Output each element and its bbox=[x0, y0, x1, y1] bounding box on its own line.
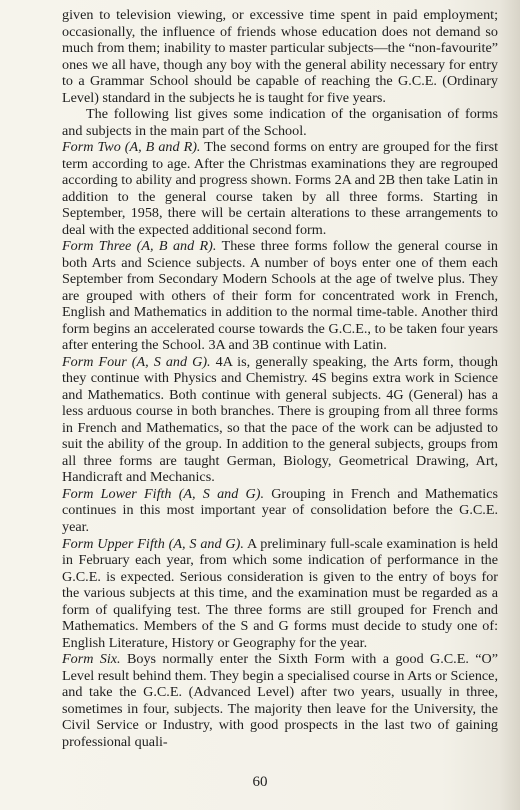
heading-lower-fifth: Form Lower Fifth (A, S and G). bbox=[62, 485, 264, 502]
paragraph-form-two-text: The second forms on entry are grouped for the first term according to age. After the Christmas examinations they are regrouped according to ability and progress shown. Forms 2A and 2B then take Latin in addition to the general course taken by all three forms. Starting in September, 1958, there will be certain alterations to these arrangements to deal with the expected additional second form. bbox=[62, 139, 498, 238]
heading-upper-fifth: Form Upper Fifth (A, S and G). bbox=[62, 535, 244, 552]
paragraph-1 bbox=[62, 7, 498, 106]
paragraph-form-three-text: These three forms follow the general course in both Arts and Science subjects. A number of boys enter one of them each September from Secondary Modern Schools at the age of twelve plus. They are grouped with others of their form for concentrated work in French, English and Mathematics in addition to the normal time-table. Another third form begins an accelerated course towards the G.C.E., to be taken four years after entering the School. 3A and 3B continue with Latin. bbox=[62, 238, 498, 354]
paragraph-upper-fifth bbox=[62, 536, 498, 652]
heading-form-four: Form Four (A, S and G). bbox=[62, 353, 211, 370]
paragraph-form-six-text: Boys normally enter the Sixth Form with a good G.C.E. “O” Level result behind them. They begin a specialised course in Arts or Science, and take the G.C.E. (Advanced Level) after two years, usually in three, sometimes in four, subjects. The majority then leave for the University, the Civil Service or Industry, with good prospects in the last two of gaining professional quali- bbox=[62, 651, 498, 750]
paragraph-form-two bbox=[62, 139, 498, 238]
paragraph-form-six bbox=[62, 651, 498, 750]
paragraph-upper-fifth-text: A preliminary full-scale examination is held in February each year, from which some indication of performance in the G.C.E. is expected. Serious consideration is given to the entry of boys for the various subjects at this time, and the examination must be regarded as a form of qualifying test. The three forms are still grouped for French and Mathematics. Members of the S and G forms must decide to study one of: English Literature, History or Geography for the year. bbox=[62, 535, 498, 651]
paragraph-form-four bbox=[62, 354, 498, 486]
paragraph-1-text: given to television viewing, or excessive time spent in paid employment; occasionally, the influence of friends whose education does not demand so much from them; inability to master particular subjects—the “non-favourite” ones we all have, though any boy with the general ability necessary for entry to a Grammar School should be capable of reaching the G.C.E. (Ordinary Level) standard in the subjects he is taught for five years. bbox=[62, 7, 498, 106]
paragraph-2-text: The following list gives some indication of the organisation of forms and subjects in the main part of the School. bbox=[62, 106, 498, 139]
paragraph-lower-fifth-text: Grouping in French and Mathematics continues in this most important year of consolidation before the G.C.E. year. bbox=[62, 485, 498, 535]
heading-form-six: Form Six. bbox=[62, 651, 121, 668]
paragraph-lower-fifth bbox=[62, 486, 498, 536]
paragraph-2 bbox=[62, 106, 498, 139]
paragraph-form-four-text: 4A is, generally speaking, the Arts form, though they continue with Physics and Chemistry. 4S begins extra work in Science and Mathematics. Both continue with general subjects. 4G (General) has a less arduous course in both branches. There is grouping from all three forms in French and Mathematics, so that the pace of the work can be adjusted to suit the ability of the group. In addition to the general subjects, groups from all three forms are taught German, Biology, Geometrical Drawing, Art, Handicraft and Mechanics. bbox=[62, 353, 498, 486]
heading-form-three: Form Three (A, B and R). bbox=[62, 238, 217, 255]
body-text bbox=[62, 7, 498, 750]
paragraph-form-three bbox=[62, 238, 498, 354]
page-number: 60 bbox=[252, 774, 268, 790]
heading-form-two: Form Two (A, B and R). bbox=[62, 139, 201, 156]
